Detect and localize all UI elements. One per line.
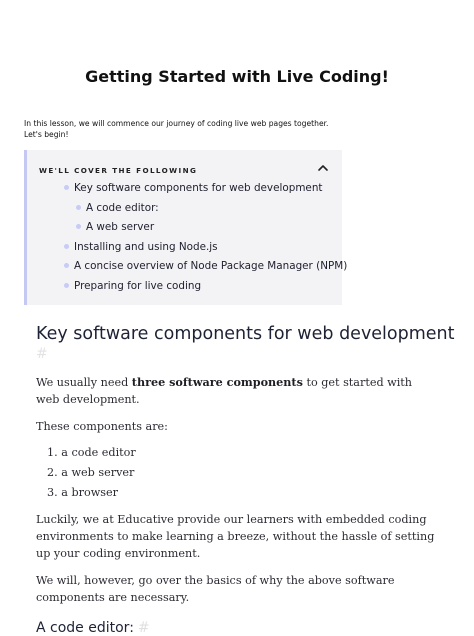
toc-panel <box>24 150 348 305</box>
paragraph-text: to get started with web development. <box>36 376 413 406</box>
bullet-dot-icon <box>64 263 69 268</box>
bullet-dot-icon <box>76 224 81 229</box>
paragraph-components-are: These components are: <box>36 420 168 433</box>
toc-item-preparing[interactable] <box>27 278 342 298</box>
paragraph-luckily: Luckily, we at Educative provide our learners with embedded coding environments to make learning a breeze, without the hassle of setting up your coding environment. <box>36 513 435 560</box>
toc-item-label: A web server <box>86 221 155 234</box>
list-item: 3. a browser <box>47 486 118 499</box>
heading-text: A code editor: <box>36 620 134 636</box>
intro-line-2: Let's begin! <box>24 130 69 139</box>
anchor-hash-icon[interactable]: # <box>137 620 150 636</box>
bullet-dot-icon <box>76 205 81 210</box>
toc-item-label: Installing and using Node.js <box>74 240 218 253</box>
toc-item-nodejs[interactable] <box>27 239 342 259</box>
bullet-dot-icon <box>64 244 69 249</box>
components-list <box>36 444 136 504</box>
list-item: 1. a code editor <box>47 446 136 459</box>
page-title: Getting Started with Live Coding! <box>85 67 389 86</box>
intro-line-1: In this lesson, we will commence our journey of coding live web pages together. <box>24 119 329 128</box>
section-heading-code-editor <box>36 620 150 636</box>
toc-item-web-server[interactable] <box>27 219 342 239</box>
intro-text <box>24 118 344 140</box>
toc-list <box>27 180 348 298</box>
bullet-dot-icon <box>64 283 69 288</box>
section-heading-key-components: Key software components for web development <box>36 324 455 344</box>
toc-item-label: Key software components for web development <box>74 182 323 194</box>
paragraph-text: We usually need <box>36 376 132 389</box>
paragraph-basics: We will, however, go over the basics of why the above software components are necessary. <box>36 574 395 604</box>
toc-item-code-editor[interactable] <box>27 200 342 220</box>
toc-item-label: Preparing for live coding <box>74 279 202 292</box>
paragraph-three-components <box>36 374 436 408</box>
bullet-dot-icon <box>64 185 69 190</box>
toc-heading: WE'LL COVER THE FOLLOWING <box>39 166 198 175</box>
toc-item-key-components[interactable] <box>27 180 342 200</box>
toc-item-npm[interactable] <box>27 258 348 278</box>
toc-header[interactable] <box>39 160 332 174</box>
toc-item-label: A concise overview of Node Package Manager (NPM) <box>74 260 348 273</box>
anchor-hash-icon[interactable]: # <box>36 346 48 362</box>
chevron-up-icon[interactable] <box>316 161 330 173</box>
toc-item-label: A code editor: <box>86 201 159 214</box>
list-item: 2. a web server <box>47 466 135 479</box>
bold-text: three software components <box>131 375 303 389</box>
